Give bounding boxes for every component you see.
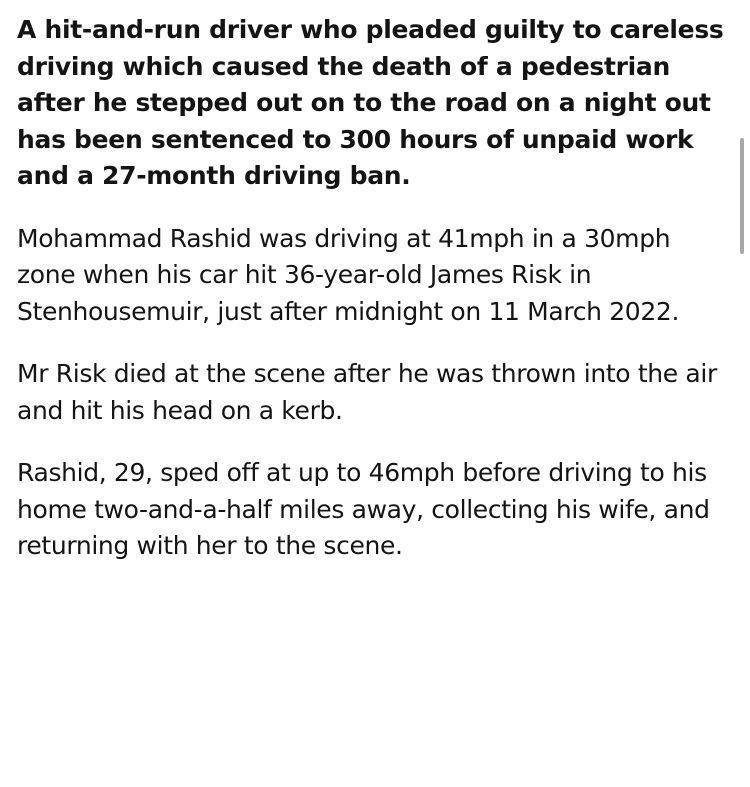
article-lede: A hit-and-run driver who pleaded guilty to careless driving which caused the death of a pedestrian after he stepped out on to the road on a night out has been sentenced to 300 hours of unpaid work and a 27-month driving ban. bbox=[17, 15, 724, 190]
scrollbar-thumb[interactable] bbox=[740, 138, 744, 254]
article-body bbox=[17, 12, 729, 565]
article-paragraph: Rashid, 29, sped off at up to 46mph before driving to his home two-and-a-half miles away, collecting his wife, and returning with her to the scene. bbox=[17, 458, 710, 560]
article-paragraph: Mohammad Rashid was driving at 41mph in a 30mph zone when his car hit 36-year-old James Risk in Stenhousemuir, just after midnight on 11 March 2022. bbox=[17, 223, 680, 326]
article-paragraph: Mr Risk died at the scene after he was thrown into the air and hit his head on a kerb. bbox=[17, 359, 717, 425]
